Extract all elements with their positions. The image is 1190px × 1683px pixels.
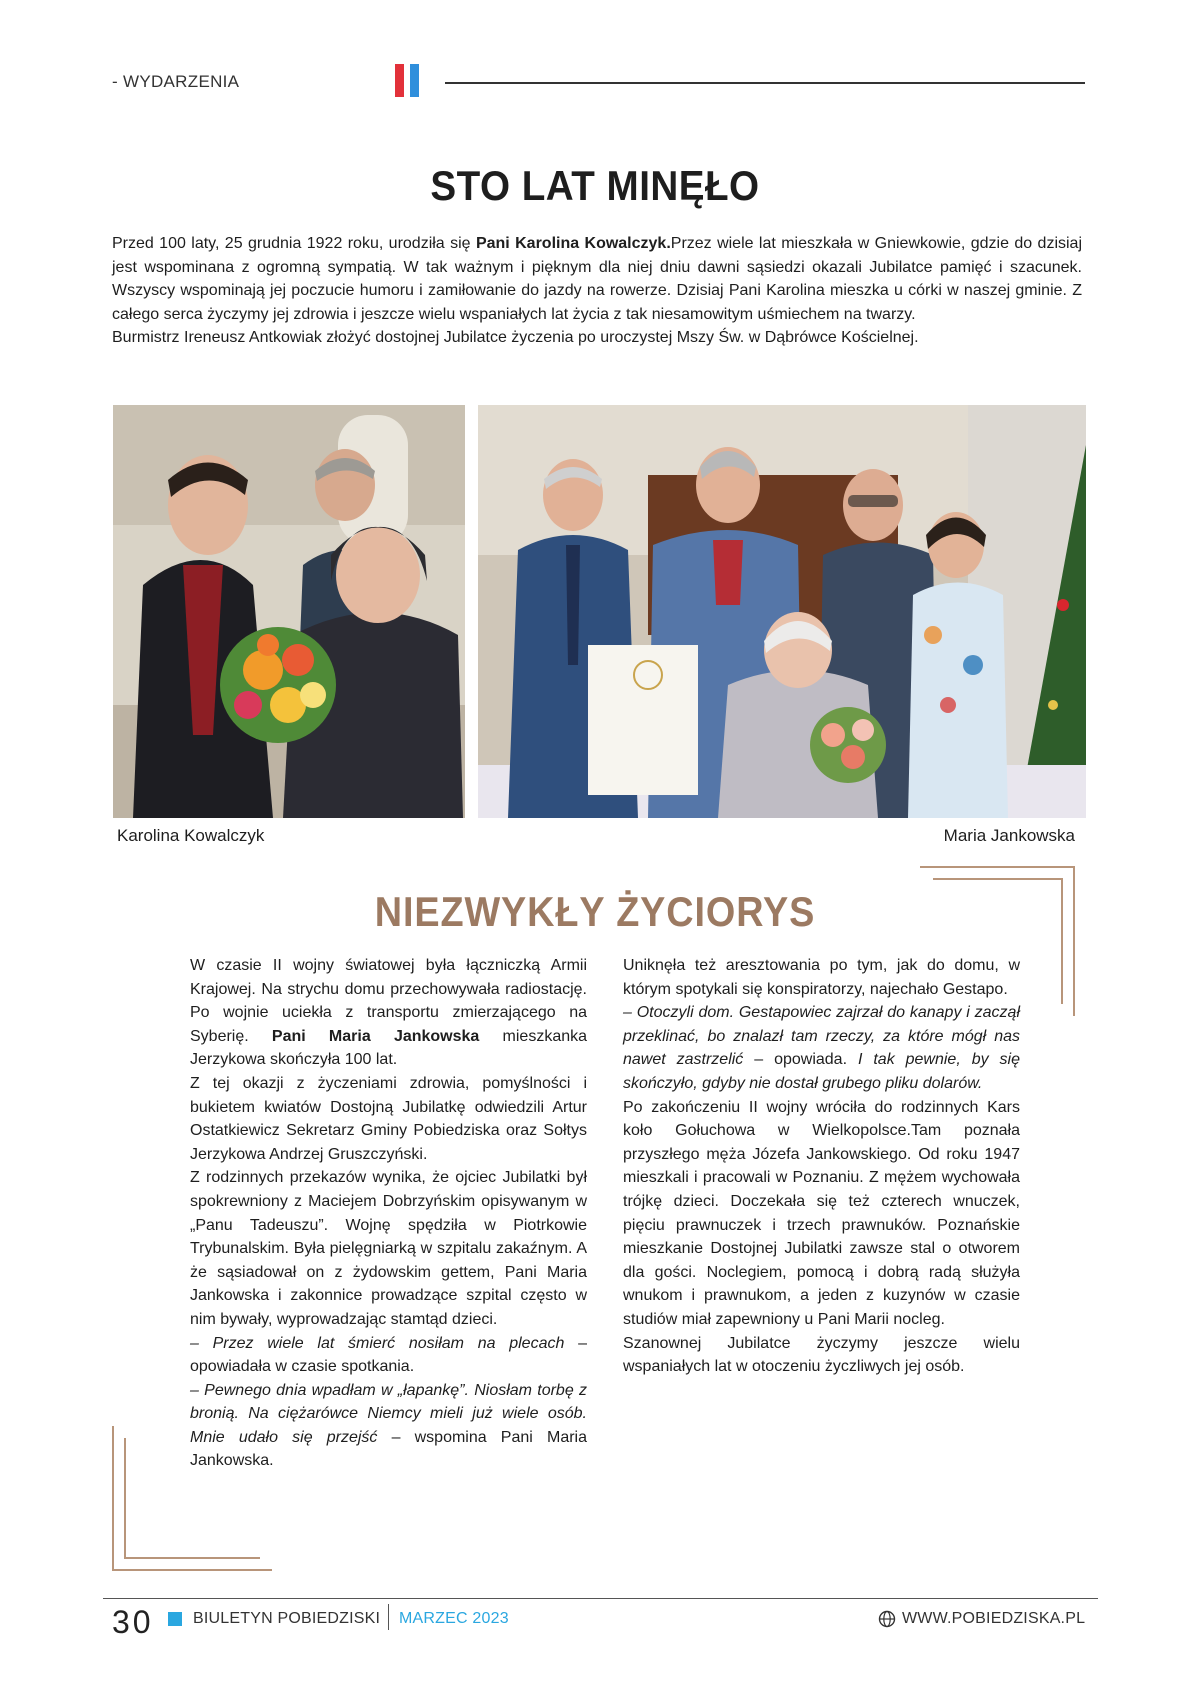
footer-square-icon	[168, 1612, 182, 1626]
article2-column-left	[190, 954, 587, 1473]
article2-column-right	[623, 954, 1020, 1379]
text: – opowiadała w czasie spotkania.	[190, 1334, 587, 1376]
photo-karolina-kowalczyk	[113, 405, 465, 818]
text: – wspomina Pani Maria Jankowska.	[190, 1428, 587, 1470]
quote-italic: – Pewnego dnia wpadłam w „łapankę”. Niosłam torbę z bronią. Na ciężarówce Niemcy mieli już wiele osób. Mnie udało się przejść	[190, 1381, 587, 1446]
flag-red-bar	[395, 64, 404, 97]
website-link[interactable]: WWW.POBIEDZISKA.PL	[902, 1610, 1086, 1627]
article-lead	[112, 232, 1082, 350]
lead-text-b: Przez wiele lat mieszkała w Gniewkowie, gdzie do dzisiaj jest wspominana z ogromną sympatią. W tak ważnym i pięknym dla niej dniu dawni sąsiedzi okazali Jubilatce pamięć i szacunek. Wszyscy wspominają jej poczucie humoru i zamiłowanie do jazdy na rowerze. Dzisiaj Pani Karolina mieszka u córki w naszej gminie. Z całego serca życzymy jej zdrowia i jeszcze wielu wspaniałych lat życia z tak niesamowitym uśmiechem na twarzy.	[112, 235, 1083, 323]
globe-icon	[878, 1610, 896, 1628]
name-bold: Pani Maria Jankowska	[271, 1027, 480, 1045]
text: – opowiada.	[743, 1051, 858, 1069]
paragraph: Po zakończeniu II wojny wróciła do rodzinnych Kars koło Gołuchowa w Wielkopolsce.Tam poznała przyszłego męża Józefa Jankowskiego. Od roku 1947 mieszkali i pracowali w Poznaniu. Z mężem wychowała trójkę dzieci. Doczekała się też czterech wnuczek, pięciu prawnuczek i trzech prawnuków. Poznańskie mieszkanie Dostojnej Jubilatki zawsze stal o otworem dla gości. Noclegiem, pomocą i dobrą radą służyła wnukom i prawnukom, a jeden z kuzynów w czasie studiów miał zapewniony u Pani Marii nocleg.	[623, 1098, 1020, 1328]
quote-paragraph	[190, 1332, 587, 1379]
article2-title: NIEZWYKŁY ŻYCIORYS	[374, 888, 816, 935]
quote-italic: I tak pewnie, by się skończyło, gdyby nie dostał grubego pliku dolarów.	[623, 1051, 1020, 1092]
text: mieszkanka Jerzykowa skończyła 100 lat.	[190, 1027, 588, 1069]
paragraph: Szanownej Jubilatce życzymy jeszcze wielu wspaniałych lat w otoczeniu życzliwych jej osób.	[623, 1334, 1020, 1376]
quote-italic: – Przez wiele lat śmierć nosiłam na plecach	[190, 1334, 565, 1352]
lead-paragraph	[112, 232, 1082, 326]
header-rule	[445, 82, 1085, 84]
flag-blue-bar	[410, 64, 419, 97]
lead-paragraph-2: Burmistrz Ireneusz Antkowiak złożyć dostojnej Jubilatce życzenia po uroczystej Mszy Św. w Dąbrówce Kościelnej.	[112, 329, 919, 347]
footer-rule	[103, 1598, 1098, 1599]
footer-separator	[388, 1604, 389, 1630]
photo-caption-right: Maria Jankowska	[943, 826, 1075, 845]
photo-maria-jankowska	[478, 405, 1086, 818]
quote-italic: – Otoczyli dom. Gestapowiec zajrzał do kanapy i zaczął przeklinać, bo znalazł tam rzeczy, za które mógł nas nawet zastrzelić	[623, 1004, 1020, 1069]
paragraph: Uniknęła też aresztowania po tym, jak do domu, w którym spotykali się konspiratorzy, najechało Gestapo.	[623, 957, 1020, 998]
paragraph	[190, 954, 587, 1072]
publication-name: BIULETYN POBIEDZISKI	[193, 1610, 381, 1627]
text: W czasie II wojny światowej była łączniczką Armii Krajowej. Na strychu domu przechowywała radiostację. Po wojnie uciekła z transportu zmierzającego na Syberię.	[190, 957, 587, 1045]
section-label: - WYDARZENIA	[112, 72, 240, 91]
issue-date: MARZEC 2023	[399, 1610, 509, 1627]
paragraph: Z rodzinnych przekazów wynika, że ojciec Jubilatki był spokrewniony z Maciejem Dobrzyńskim opisywanym w „Panu Tadeuszu”. Wojnę spędziła w Piotrkowie Trybunalskim. Była pielęgniarką w szpitalu zakaźnym. A że sąsiadował on z żydowskim gettem, Pani Maria Jankowska i zakonnice prowadzące szpital często w nim bywały, wyprowadzając stamtąd dzieci.	[190, 1169, 587, 1328]
quote-paragraph	[623, 1001, 1020, 1095]
quote-paragraph	[190, 1379, 587, 1473]
lead-name-bold: Pani Karolina Kowalczyk.	[475, 235, 671, 252]
article-title: STO LAT MINĘŁO	[430, 162, 760, 209]
page-number: 30	[112, 1604, 154, 1640]
lead-text-a: Przed 100 laty, 25 grudnia 1922 roku, urodziła się	[112, 235, 476, 252]
paragraph: Z tej okazji z życzeniami zdrowia, pomyślności i bukietem kwiatów Dostojną Jubilatkę odwiedzili Artur Ostatkiewicz Sekretarz Gminy Pobiedziska oraz Sołtys Jerzykowa Andrzej Gruszczyński.	[190, 1074, 587, 1163]
photo-caption-left: Karolina Kowalczyk	[117, 826, 265, 845]
